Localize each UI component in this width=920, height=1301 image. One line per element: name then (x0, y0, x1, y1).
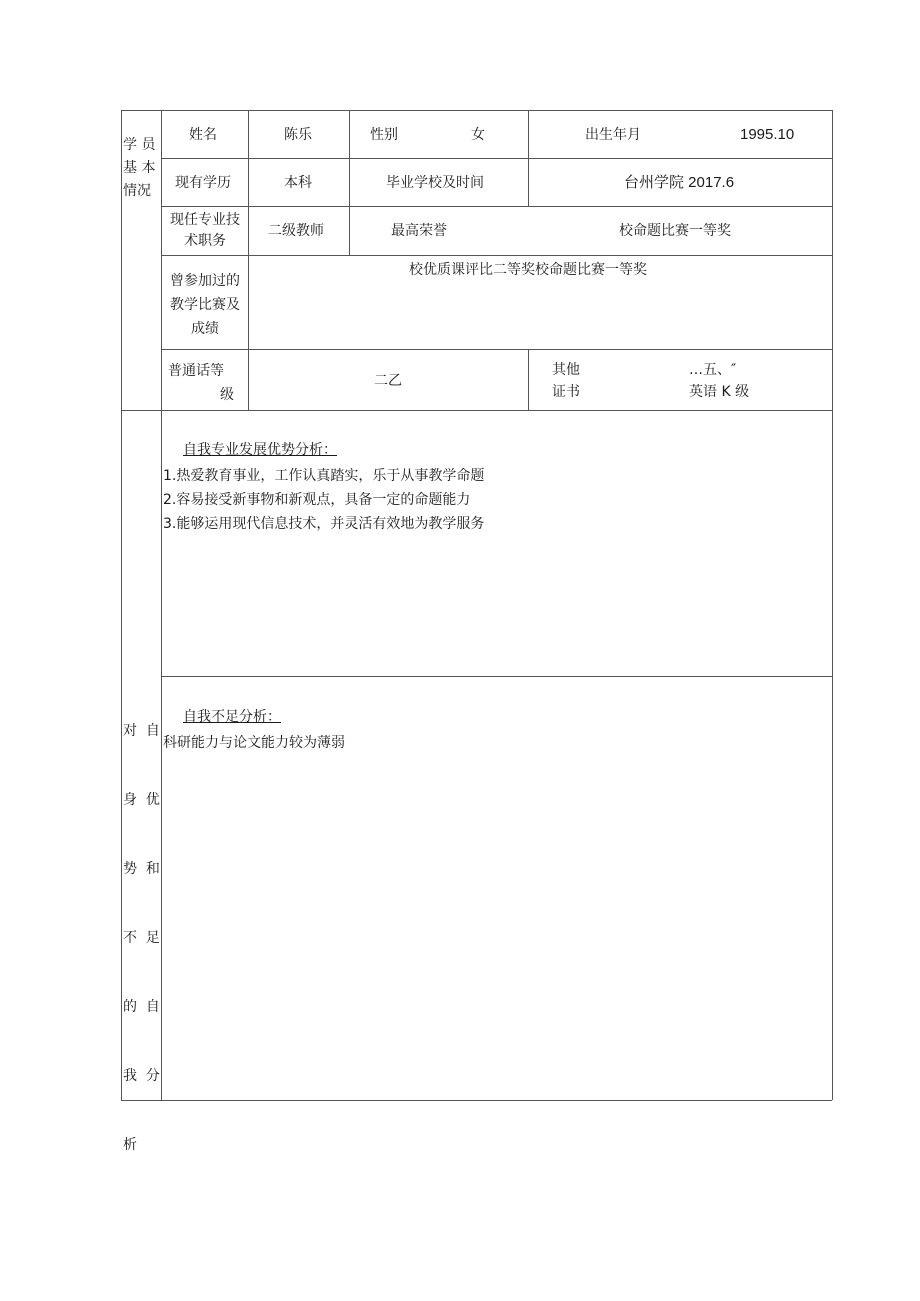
competition-label-line: 曾参加过的 (170, 273, 240, 289)
other-cert-value-line: …五、″ (689, 362, 737, 378)
side-label-line: 情况 (123, 183, 151, 199)
title-label-line: 术职务 (184, 233, 226, 249)
analysis-divider (161, 676, 832, 677)
education-value: 本科 (284, 175, 312, 191)
row-line (161, 206, 832, 207)
strengths-title: 自我专业发展优势分析： (183, 442, 337, 458)
column-line (248, 110, 249, 410)
birth-label: 出生年月 (585, 127, 641, 143)
table-border-left (121, 110, 122, 1100)
competition-label (166, 269, 244, 341)
name-value: 陈乐 (284, 127, 312, 143)
side-label-line: 身 优 (123, 792, 160, 808)
table-border-bottom (121, 1100, 832, 1101)
side-column-divider (161, 110, 162, 1100)
other-cert-label (552, 359, 580, 403)
mandarin-value: 二乙 (374, 373, 402, 389)
list-item: 1.热爱教育事业，工作认真踏实，乐于从事教学命题 (163, 468, 485, 484)
column-line (528, 349, 529, 410)
side-label-line: 学 员 (123, 137, 156, 153)
name-label: 姓名 (189, 127, 217, 143)
title-value: 二级教师 (268, 223, 324, 239)
competition-label-line: 成绩 (191, 321, 219, 337)
birth-value: 1995.10 (740, 126, 795, 143)
row-line (161, 255, 832, 256)
side-label-line: 基 本 (123, 160, 156, 176)
mandarin-label (168, 359, 234, 407)
strengths-list (163, 464, 484, 536)
weakness-title: 自我不足分析： (183, 709, 281, 725)
other-cert-value-line: 英语 K 级 (689, 384, 750, 400)
mandarin-label-line: 普通话等 (168, 363, 224, 379)
side-label-line: 的 自 (123, 999, 160, 1015)
row-line (161, 349, 832, 350)
other-cert-label-line: 其他 (552, 362, 580, 378)
title-label (167, 210, 243, 252)
school-label: 毕业学校及时间 (386, 175, 484, 191)
school-value: 台州学院 2017.6 (624, 174, 735, 191)
table-border-top (121, 110, 832, 111)
side-label-line: 析 (123, 1137, 137, 1153)
list-item: 2.容易接受新事物和新观点，具备一定的命题能力 (163, 492, 471, 508)
gender-value: 女 (471, 127, 485, 143)
other-cert-label-line: 证书 (552, 384, 580, 400)
analysis-side-label (123, 674, 160, 1180)
row-line (161, 158, 832, 159)
side-label-line: 对 自 (123, 723, 160, 739)
competition-label-line: 教学比赛及 (170, 297, 240, 313)
competition-value: 校优质课评比二等奖校命题比赛一等奖 (409, 262, 647, 278)
gender-label: 性别 (370, 127, 398, 143)
basic-info-side-label (123, 134, 155, 203)
side-label-line: 不 足 (123, 930, 160, 946)
column-line (349, 110, 350, 255)
honor-value: 校命题比赛一等奖 (619, 223, 731, 239)
title-label-line: 现任专业技 (170, 212, 240, 228)
list-item: 3.能够运用现代信息技术，并灵活有效地为教学服务 (163, 516, 485, 532)
weakness-text: 科研能力与论文能力较为薄弱 (163, 735, 345, 751)
honor-label: 最高荣誉 (391, 223, 447, 239)
table-border-right (832, 110, 833, 1100)
side-label-line: 势 和 (123, 861, 160, 877)
education-label: 现有学历 (175, 175, 231, 191)
side-label-line: 我 分 (123, 1068, 160, 1084)
section-divider (121, 410, 832, 411)
mandarin-label-line: 级 (220, 387, 234, 403)
column-line (528, 110, 529, 206)
other-cert-value (689, 359, 749, 403)
